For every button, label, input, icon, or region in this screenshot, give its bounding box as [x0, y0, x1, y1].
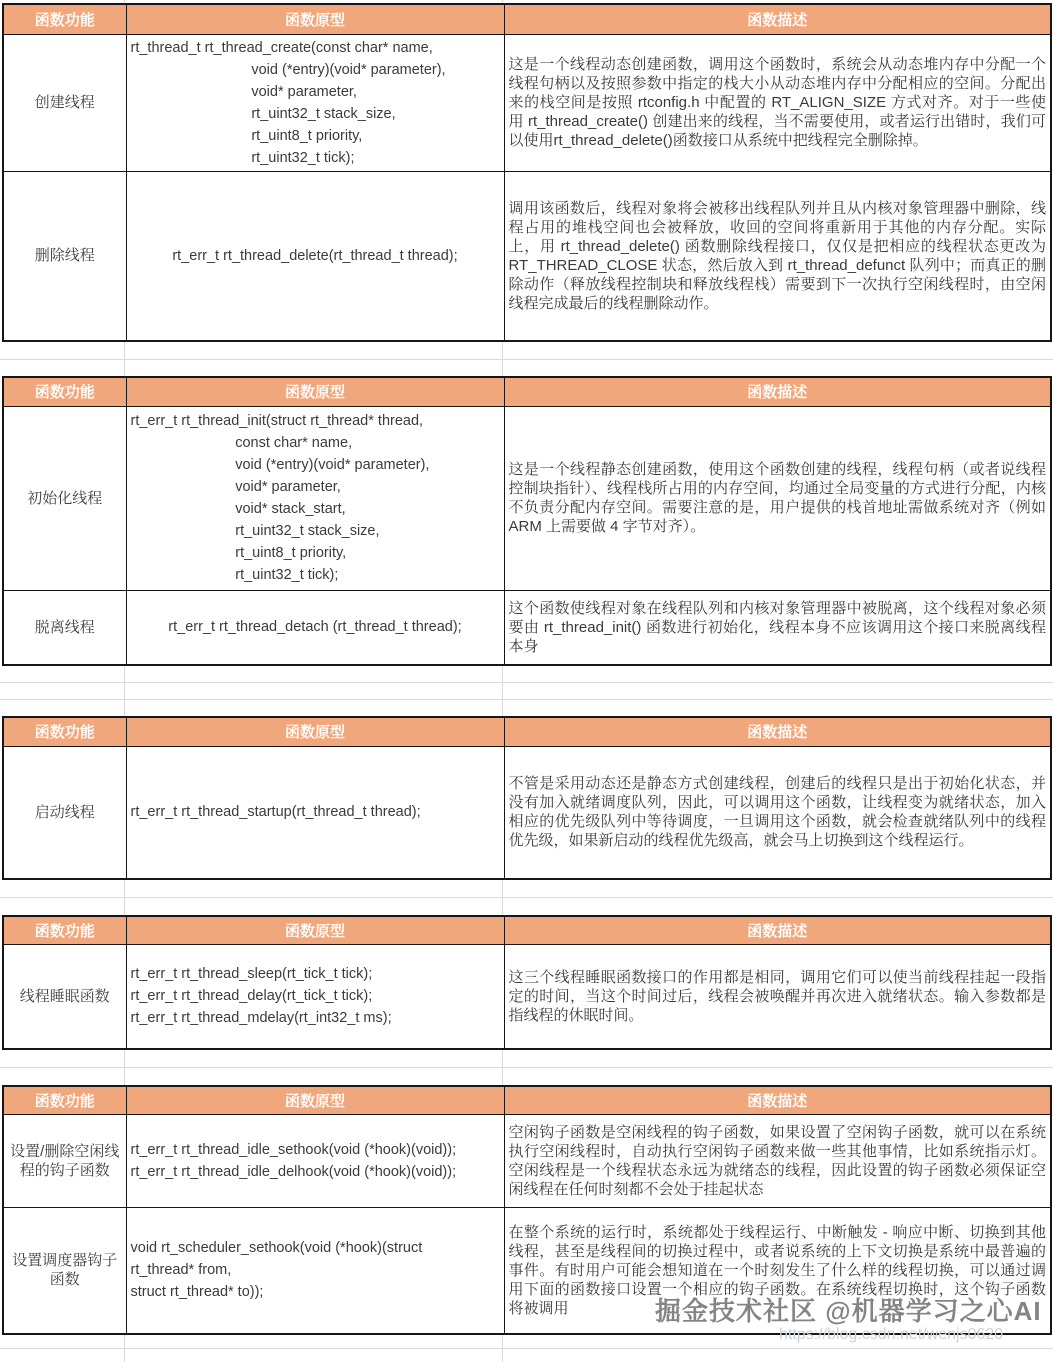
- description-text: 这是一个线程静态创建函数，使用这个函数创建的线程，线程句柄（或者说线程控制块指针）、线程栈所占用的内存空间，均通过全局变量的方式进行分配，内核不负责分配内存空间。需要注意的是，用户提供的栈首地址需做系统对齐（例如 ARM 上需要做 4 字节对齐）。: [508, 461, 1046, 535]
- header-cell-function: 函数功能: [3, 717, 126, 746]
- function-cell: 设置调度器钩子函数: [3, 1207, 126, 1334]
- prototype-cell: [126, 34, 504, 171]
- header-cell-description: 函数描述: [504, 377, 1051, 406]
- code-line: const char* name,: [130, 435, 353, 451]
- description-text: 这是一个线程动态创建函数，调用这个函数时，系统会从动态堆内存中分配一个线程句柄以及按照参数中指定的栈大小从动态堆内存中分配相应的空间。分配出来的栈空间是按照 rtconfig.h 中配置的 RT_ALIGN_SIZE 方式对齐。对于一些使用 rt_thread_create() 创建出来的线程，当不需要使用，或者运行出错时，我们可以使用rt_thread_delete()函数接口从系统中把线程完全删除掉。: [508, 56, 1046, 149]
- code-line: void* stack_start,: [130, 501, 346, 517]
- code-line: rt_uint32_t tick);: [130, 567, 339, 583]
- header-cell-function: 函数功能: [3, 1086, 126, 1114]
- header-cell-function: 函数功能: [3, 4, 126, 34]
- grid-gap: [0, 666, 1053, 716]
- grid-row: [0, 700, 1053, 716]
- code-line: void (*entry)(void* parameter),: [130, 61, 446, 78]
- table-row: [3, 34, 1051, 171]
- description-text: 不管是采用动态还是静态方式创建线程，创建后的线程只是出于初始化状态，并没有加入就绪调度队列，因此，可以调用这个函数，让线程变为就绪状态，加入相应的优先级队列中等待调度，一旦调用这个函数，就会检查就绪队列中的线程优先级，如果新启动的线程优先级高，就会马上切换到这个线程运行。: [508, 775, 1046, 850]
- code-line: rt_uint8_t priority,: [130, 127, 363, 144]
- grid-row: [0, 0, 1053, 3]
- table-row: [3, 1114, 1051, 1207]
- description-cell: [504, 746, 1051, 879]
- description-text: 这个函数使线程对象在线程队列和内核对象管理器中被脱离，这个线程对象必须要由 rt_thread_init() 函数进行初始化，线程本身不应该调用这个接口来脱离线程本身: [508, 599, 1046, 655]
- code-line: rt_err_t rt_thread_init(struct rt_thread* thread,: [130, 413, 424, 429]
- gridline-vertical: [502, 0, 503, 3]
- gridline-vertical: [124, 666, 125, 716]
- gridline-vertical: [502, 880, 503, 915]
- prototype-cell: [126, 406, 504, 590]
- grid-gap: [0, 342, 1053, 376]
- header-row: [3, 717, 1051, 746]
- code-line: rt_err_t rt_thread_detach (rt_thread_t thread);: [168, 619, 462, 636]
- gridline-vertical: [502, 666, 503, 716]
- gridline-vertical: [124, 0, 125, 3]
- code-line: rt_thread_t rt_thread_create(const char* name,: [130, 39, 433, 56]
- prototype-cell: [126, 746, 504, 879]
- function-cell: 启动线程: [3, 746, 126, 879]
- code-line: rt_uint8_t priority,: [130, 545, 347, 561]
- description-text: 调用该函数后，线程对象将会被移出线程队列并且从内核对象管理器中删除，线程占用的堆栈空间也会被释放，收回的空间将重新用于其他的内存分配。实际上，用 rt_thread_delete() 函数删除线程接口，仅仅是把相应的线程状态更改为 RT_THREAD_CLOSE 状态，然后放入到 rt_thread_defunct 队列中；而真正的删除动作（释放线程控制块和释放线程栈）需要到下一次执行空闲线程时，由空闲线程完成最后的线程删除动作。: [508, 199, 1046, 312]
- grid-row: [0, 898, 1053, 915]
- api-table: [2, 3, 1052, 342]
- function-cell: 脱离线程: [3, 590, 126, 665]
- function-cell: 创建线程: [3, 34, 126, 171]
- table-row: [3, 944, 1051, 1049]
- api-table: [2, 716, 1052, 880]
- table-row: [3, 406, 1051, 590]
- description-text: 在整个系统的运行时，系统都处于线程运行、中断触发 - 响应中断、切换到其他线程，甚至是线程间的切换过程中，或者说系统的上下文切换是系统中最普遍的事件。有时用户可能会想知道在一个时刻发生了什么样的线程切换，可以通过调用下面的函数接口设置一个相应的钩子函数。在系统线程切换时，这个钩子函数将被调用: [508, 1223, 1046, 1317]
- code-line: rt_err_t rt_thread_idle_delhook(void (*hook)(void));: [130, 1163, 457, 1180]
- code-line: rt_uint32_t tick);: [130, 149, 355, 166]
- grid-row: [0, 880, 1053, 898]
- header-cell-prototype: 函数原型: [126, 717, 504, 746]
- prototype-cell: [126, 1114, 504, 1207]
- header-cell-function: 函数功能: [3, 377, 126, 406]
- code-line: rt_err_t rt_thread_delete(rt_thread_t thread);: [172, 247, 458, 264]
- grid-row: [0, 666, 1053, 683]
- code-line: rt_err_t rt_thread_startup(rt_thread_t thread);: [130, 804, 421, 821]
- table-row: [3, 746, 1051, 879]
- gridline-vertical: [502, 1335, 503, 1362]
- watermark-url: https://blog.csdn.net/wenjs0620: [779, 1326, 1004, 1343]
- grid-row: [0, 342, 1053, 360]
- header-row: [3, 1086, 1051, 1114]
- code-line: void* parameter,: [130, 479, 341, 495]
- table-row: [3, 590, 1051, 665]
- function-cell: 初始化线程: [3, 406, 126, 590]
- code-line: rt_err_t rt_thread_idle_sethook(void (*hook)(void));: [130, 1141, 457, 1158]
- grid-row: [0, 1349, 1053, 1362]
- description-text: 空闲钩子函数是空闲线程的钩子函数，如果设置了空闲钩子函数，就可以在系统执行空闲线程时，自动执行空闲钩子函数来做一些其他事情，比如系统指示灯。空闲线程是一个线程状态永远为就绪态的线程，因此设置的钩子函数必须保证空闲线程在任何时刻都不会处于挂起状态: [508, 1123, 1046, 1198]
- grid-gap: [0, 1050, 1053, 1085]
- grid-gap: [0, 880, 1053, 915]
- code-line: struct rt_thread* to));: [130, 1284, 264, 1301]
- code-line: void* parameter,: [130, 83, 357, 100]
- api-table: [2, 915, 1052, 1050]
- gridline-vertical: [124, 1050, 125, 1085]
- function-cell: 线程睡眠函数: [3, 944, 126, 1049]
- description-cell: [504, 590, 1051, 665]
- gridline-vertical: [124, 342, 125, 376]
- grid-row: [0, 360, 1053, 377]
- description-text: 这三个线程睡眠函数接口的作用都是相同，调用它们可以使当前线程挂起一段指定的时间，当这个时间过后，线程会被唤醒并再次进入就绪状态。输入参数都是指线程的休眠时间。: [508, 968, 1046, 1024]
- grid-gap: [0, 0, 1053, 3]
- header-row: [3, 4, 1051, 34]
- header-cell-prototype: 函数原型: [126, 4, 504, 34]
- description-cell: [504, 171, 1051, 341]
- code-line: rt_uint32_t stack_size,: [130, 105, 396, 122]
- grid-row: [0, 1050, 1053, 1068]
- header-row: [3, 377, 1051, 406]
- code-line: rt_err_t rt_thread_delay(rt_tick_t tick);: [130, 988, 373, 1005]
- prototype-cell: [126, 590, 504, 665]
- header-cell-description: 函数描述: [504, 717, 1051, 746]
- description-cell: [504, 406, 1051, 590]
- gridline-vertical: [502, 1050, 503, 1085]
- table-row: [3, 171, 1051, 341]
- description-cell: [504, 1114, 1051, 1207]
- grid-row: [0, 683, 1053, 700]
- gridline-vertical: [502, 342, 503, 376]
- code-line: void rt_scheduler_sethook(void (*hook)(struct: [130, 1240, 423, 1257]
- function-cell: 设置/删除空闲线程的钩子函数: [3, 1114, 126, 1207]
- header-cell-description: 函数描述: [504, 4, 1051, 34]
- prototype-cell: [126, 171, 504, 341]
- code-line: rt_thread* from,: [130, 1262, 232, 1279]
- code-line: rt_err_t rt_thread_mdelay(rt_int32_t ms);: [130, 1010, 392, 1027]
- description-cell: [504, 34, 1051, 171]
- function-cell: 删除线程: [3, 171, 126, 341]
- code-line: rt_err_t rt_thread_sleep(rt_tick_t tick);: [130, 966, 373, 983]
- code-line: rt_uint32_t stack_size,: [130, 523, 380, 539]
- gridline-vertical: [124, 880, 125, 915]
- prototype-cell: [126, 1207, 504, 1334]
- api-table: [2, 376, 1052, 666]
- header-row: [3, 916, 1051, 944]
- header-cell-prototype: 函数原型: [126, 916, 504, 944]
- code-line: void (*entry)(void* parameter),: [130, 457, 430, 473]
- watermark-community: 掘金技术社区 @机器学习之心AI: [655, 1296, 1042, 1326]
- grid-row: [0, 1068, 1053, 1085]
- header-cell-function: 函数功能: [3, 916, 126, 944]
- header-cell-prototype: 函数原型: [126, 1086, 504, 1114]
- prototype-cell: [126, 944, 504, 1049]
- header-cell-description: 函数描述: [504, 1086, 1051, 1114]
- gridline-vertical: [124, 1335, 125, 1362]
- description-cell: [504, 944, 1051, 1049]
- header-cell-description: 函数描述: [504, 916, 1051, 944]
- header-cell-prototype: 函数原型: [126, 377, 504, 406]
